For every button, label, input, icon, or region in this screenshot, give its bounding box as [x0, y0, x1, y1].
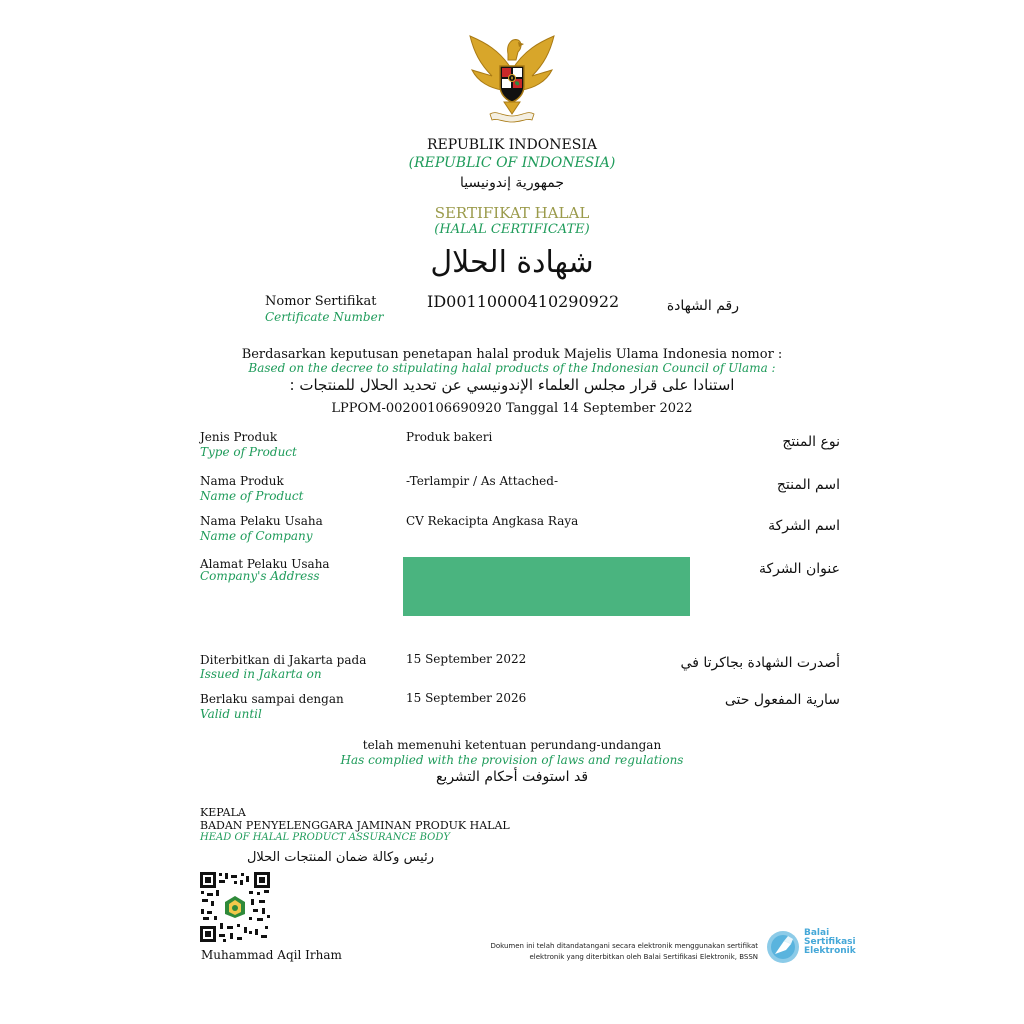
field-label-id: Nama Pelaku Usaha	[200, 514, 323, 528]
date-label-en: Issued in Jakarta on	[200, 667, 322, 681]
signatory-name: Muhammad Aqil Irham	[201, 948, 342, 962]
bsre-brand	[804, 929, 856, 956]
valid-until-value: 15 September 2026	[406, 691, 527, 705]
field-label-ar: اسم الشركة	[768, 518, 840, 534]
garuda-emblem-icon	[462, 30, 562, 126]
field-value: Produk bakeri	[406, 430, 493, 444]
bsre-brand-line-1: Balai	[804, 928, 830, 938]
compliance-text-id: telah memenuhi ketentuan perundang-undangan	[362, 738, 662, 752]
signatory-title-ar: رئيس وكالة ضمان المنتجات الحلال	[246, 850, 434, 865]
field-label-en: Type of Product	[200, 445, 297, 459]
bsre-brand-line-3: Elektronik	[804, 946, 856, 956]
esign-notice-line-1: Dokumen ini telah ditandatangani secara elektronik menggunakan sertifikat	[490, 942, 758, 950]
certificate-title-en: (HALAL CERTIFICATE)	[434, 222, 590, 237]
cert-number-label-ar: رقم الشهادة	[666, 298, 739, 314]
field-label-ar: اسم المنتج	[776, 477, 840, 493]
certificate-title-ar: شهادة الحلال	[430, 245, 594, 280]
cert-number-value: ID00110000410290922	[427, 292, 620, 311]
field-label-en: Name of Product	[200, 489, 304, 503]
field-label-en: Name of Company	[200, 529, 313, 543]
date-label-id: Berlaku sampai dengan	[200, 692, 344, 706]
field-label-en: Company's Address	[200, 569, 320, 583]
field-label-id: Nama Produk	[200, 474, 284, 488]
decree-text-ar: استنادا على قرار مجلس العلماء الإندونيسي عن تحديد الحلال للمنتجات :	[289, 376, 735, 394]
signatory-title-en: HEAD OF HALAL PRODUCT ASSURANCE BODY	[200, 832, 450, 843]
date-label-id: Diterbitkan di Jakarta pada	[200, 653, 367, 667]
signatory-title-id-2: BADAN PENYELENGGARA JAMINAN PRODUK HALAL	[200, 819, 510, 832]
issued-date-value: 15 September 2022	[406, 652, 527, 666]
country-name-id: REPUBLIK INDONESIA	[427, 137, 597, 153]
bsre-logo-icon	[766, 930, 800, 964]
certificate-title-id: SERTIFIKAT HALAL	[434, 204, 590, 222]
date-label-ar: أصدرت الشهادة بجاكرتا في	[680, 655, 840, 671]
decree-text-en: Based on the decree to stipulating halal products of the Indonesian Council of Ulama :	[248, 361, 776, 375]
field-label-id: Jenis Produk	[200, 430, 278, 444]
field-value: CV Rekacipta Angkasa Raya	[406, 514, 579, 528]
country-name-ar: جمهورية إندونيسيا	[459, 175, 565, 191]
date-label-ar: سارية المفعول حتى	[724, 692, 840, 708]
cert-number-label-en: Certificate Number	[265, 310, 384, 324]
field-label-ar: عنوان الشركة	[759, 561, 840, 577]
signatory-title-id-1: KEPALA	[200, 806, 246, 819]
date-label-en: Valid until	[200, 707, 262, 721]
field-label-id: Alamat Pelaku Usaha	[200, 557, 330, 571]
field-label-ar: نوع المنتج	[782, 434, 840, 450]
field-value: -Terlampir / As Attached-	[406, 474, 559, 488]
qr-code-icon	[199, 871, 271, 943]
esign-notice	[438, 941, 758, 963]
decree-number: LPPOM-00200106690920 Tanggal 14 September 2022	[331, 401, 693, 416]
bsre-brand-line-2: Sertifikasi	[804, 937, 856, 947]
compliance-text-ar: قد استوفت أحكام التشريع	[435, 769, 589, 785]
country-name-en: (REPUBLIC OF INDONESIA)	[408, 155, 616, 171]
compliance-text-en: Has complied with the provision of laws and regulations	[340, 753, 684, 767]
decree-text-id: Berdasarkan keputusan penetapan halal produk Majelis Ulama Indonesia nomor :	[241, 347, 783, 362]
esign-notice-line-2: elektronik yang diterbitkan oleh Balai Sertifikasi Elektronik, BSSN	[529, 953, 758, 961]
cert-number-label-id: Nomor Sertifikat	[265, 294, 377, 309]
